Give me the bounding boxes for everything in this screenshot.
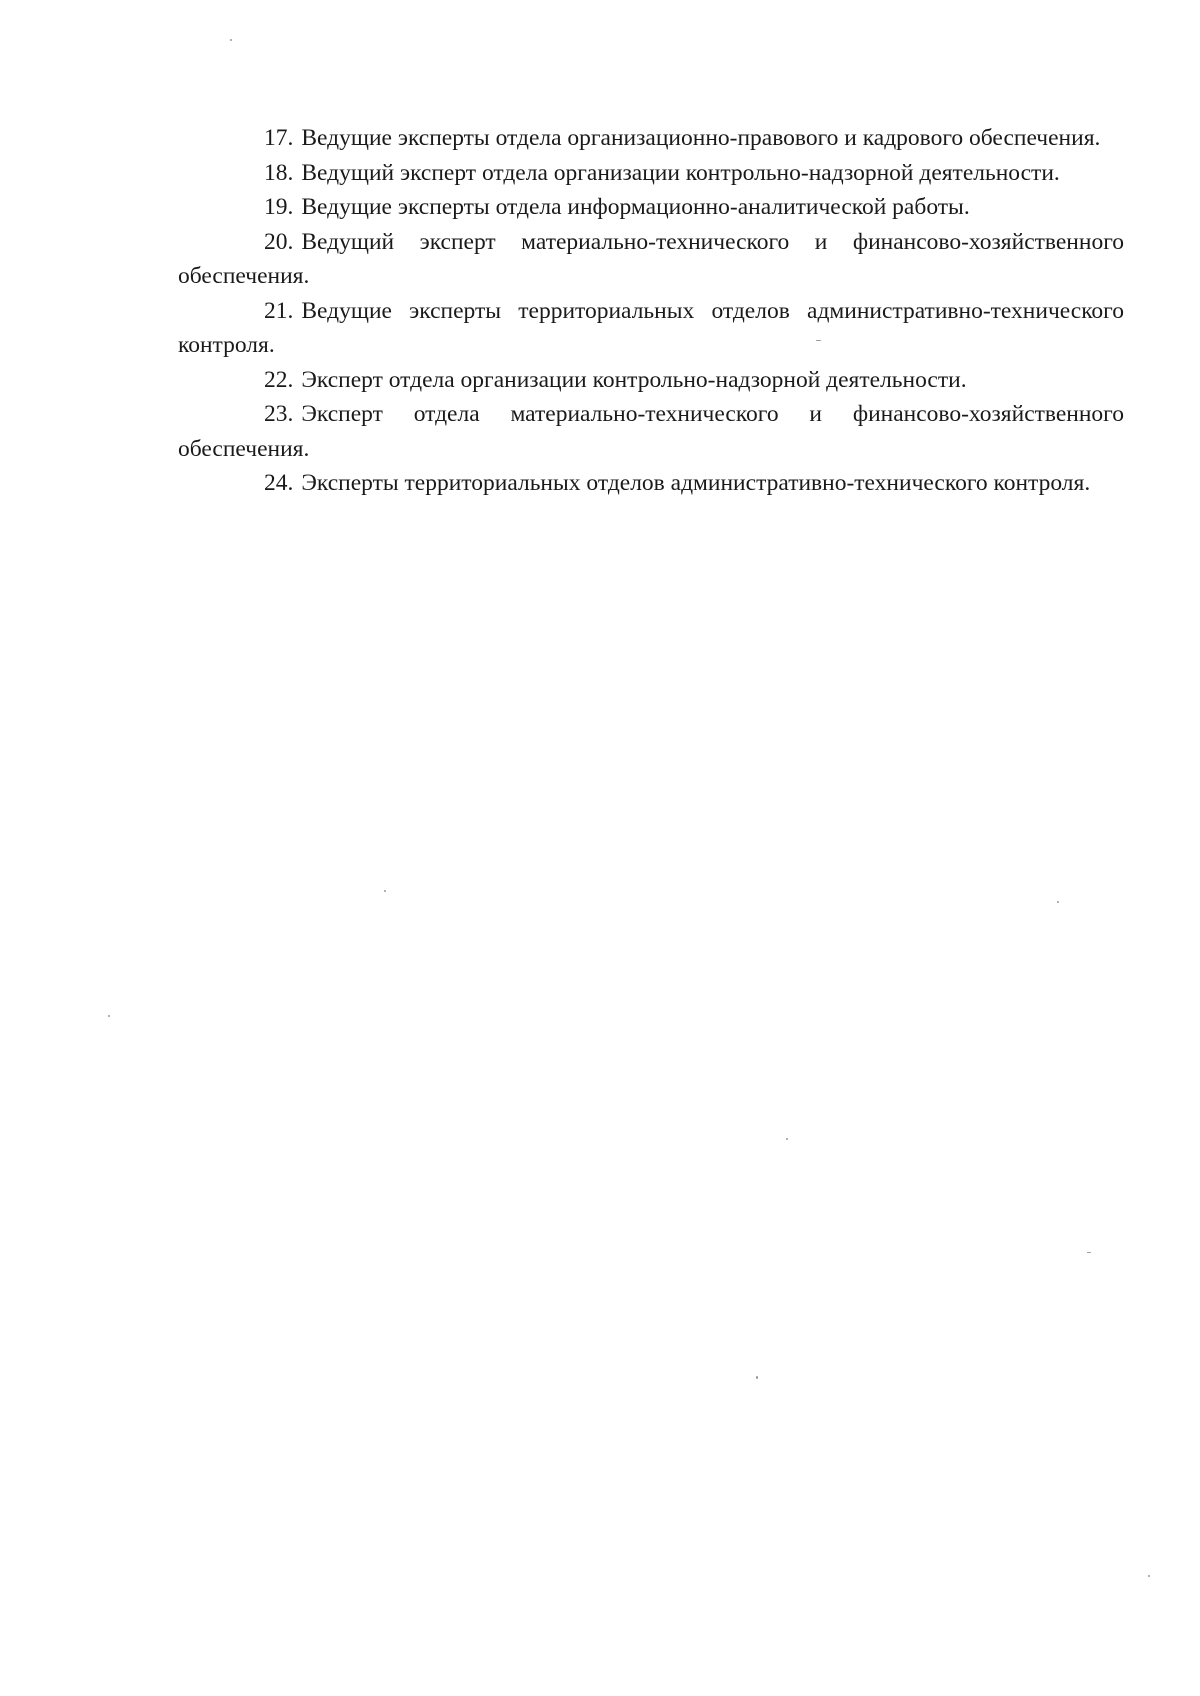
item-number: 22. xyxy=(264,366,294,393)
list-item xyxy=(178,466,1124,501)
item-number: 21. xyxy=(264,297,294,324)
list-item xyxy=(178,397,1124,466)
scan-speck xyxy=(230,39,232,41)
item-text: Ведущие эксперты отдела информационно-аналитической работы. xyxy=(301,194,970,220)
item-text: Эксперт отдела организации контрольно-надзорной деятельности. xyxy=(301,366,967,393)
list-item xyxy=(178,156,1124,191)
scan-speck xyxy=(384,890,386,892)
item-number: 23. xyxy=(264,401,294,427)
item-text: Эксперты территориальных отделов административно-технического контроля. xyxy=(301,470,1091,496)
item-number: 18. xyxy=(264,159,294,186)
item-text: Ведущий эксперт материально-технического и финансово-хозяйственного обеспечения. xyxy=(178,228,1124,289)
scan-speck xyxy=(816,340,821,341)
item-text: Ведущие эксперты территориальных отделов административно-технического контроля. xyxy=(178,297,1124,358)
scan-speck xyxy=(1057,901,1059,903)
item-number: 19. xyxy=(264,194,294,220)
scan-speck xyxy=(786,1138,788,1140)
item-text: Ведущий эксперт отдела организации контрольно-надзорной деятельности. xyxy=(301,159,1060,186)
scan-speck xyxy=(1148,1575,1150,1577)
item-text: Ведущие эксперты отдела организационно-правового и кадрового обеспечения. xyxy=(301,125,1101,151)
document-body xyxy=(178,121,1124,501)
scan-speck xyxy=(1087,1252,1091,1253)
list-item xyxy=(178,225,1124,294)
item-number: 20. xyxy=(264,228,294,255)
list-item xyxy=(178,294,1124,363)
list-item xyxy=(178,363,1124,398)
item-number: 17. xyxy=(264,125,294,151)
list-item xyxy=(178,190,1124,225)
item-number: 24. xyxy=(264,470,294,496)
scan-speck xyxy=(108,1015,110,1017)
item-text: Эксперт отдела материально-технического и финансово-хозяйственного обеспечения. xyxy=(178,401,1124,462)
scan-speck xyxy=(756,1376,758,1379)
list-item xyxy=(178,121,1124,156)
